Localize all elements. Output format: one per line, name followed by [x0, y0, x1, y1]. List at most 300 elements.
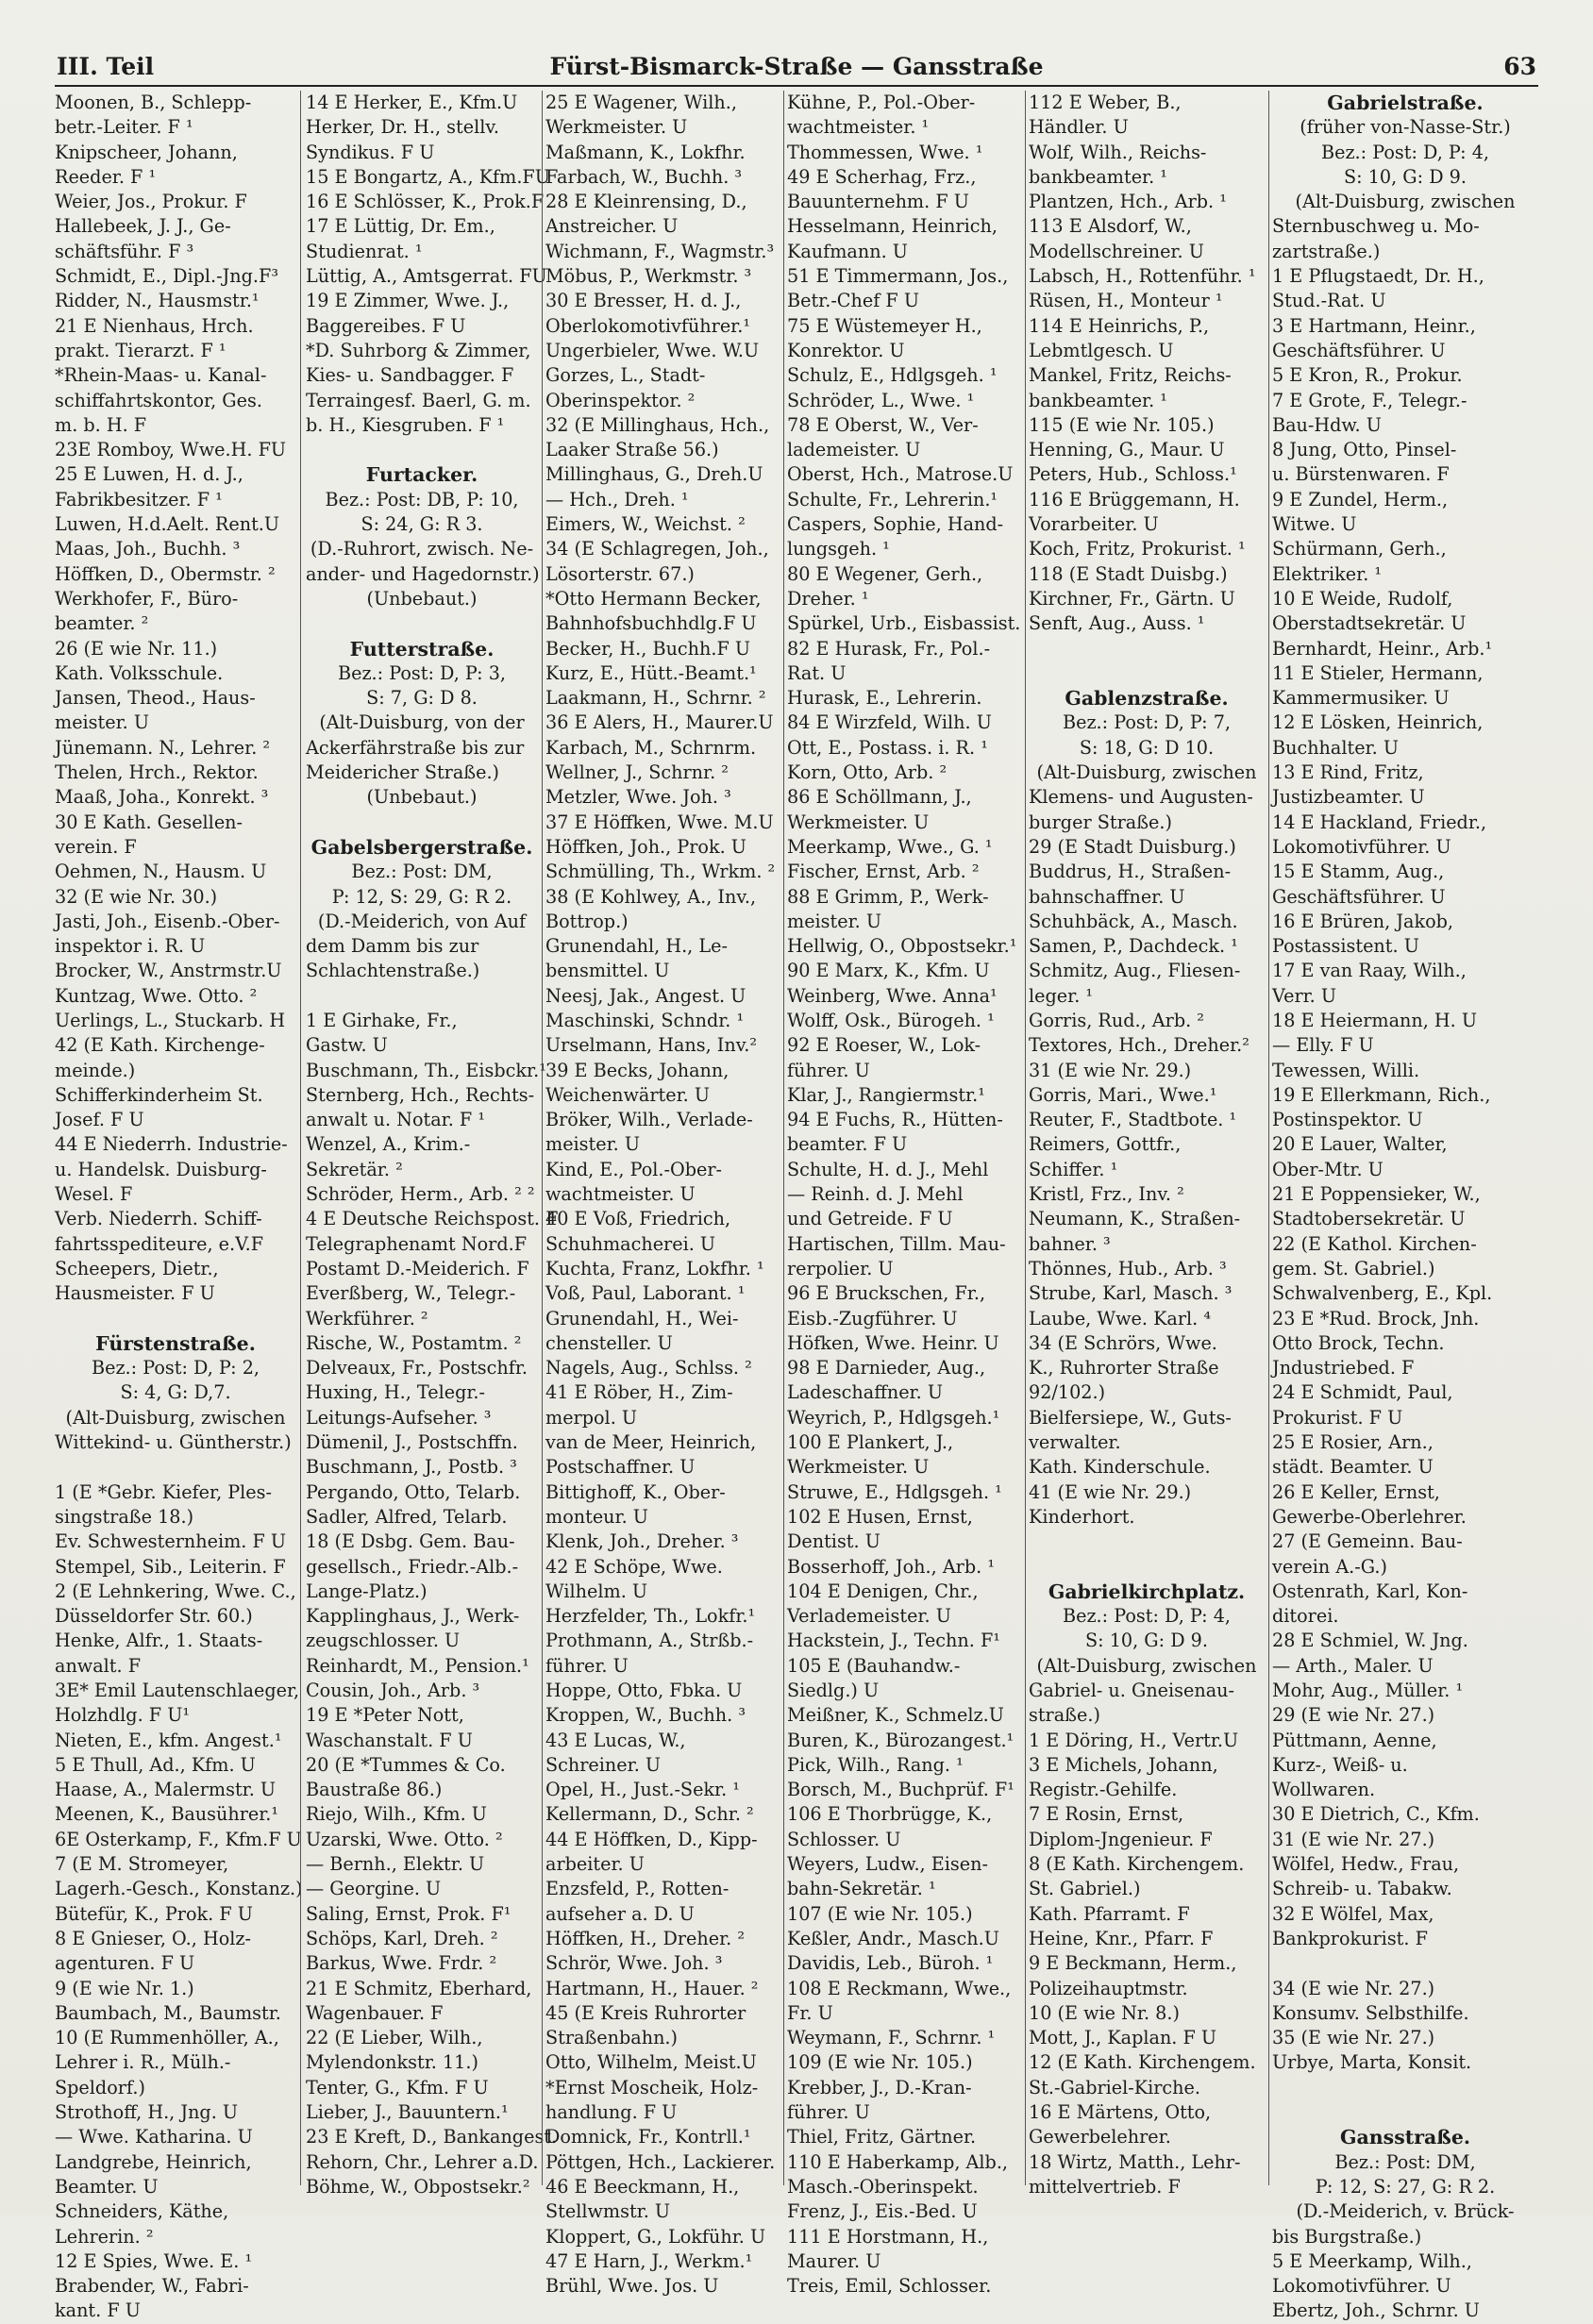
entry-line: b. H., Kiesgruben. F ¹	[306, 413, 505, 436]
entry-line: beamter. ²	[55, 612, 149, 635]
entry-line: mittelvertrieb. F	[1029, 2175, 1181, 2198]
entry-line: 46 E Beeckmann, H.,	[545, 2175, 740, 2198]
entry-line: 90 E Marx, K., Kfm. U	[787, 960, 990, 982]
entry-line: Weymann, F., Schrnr. ¹	[787, 2027, 996, 2049]
entry-line: Speldorf.)	[55, 2076, 145, 2098]
blank-line	[306, 611, 538, 636]
entry-line: Strothoff, H., Jng. U	[55, 2101, 239, 2124]
entry-line: Luwen, H.d.Aelt. Rent.U	[55, 513, 280, 536]
entry-line: Konrektor. U	[787, 339, 905, 361]
page-title: Fürst-Bismarck-Straße — Gansstraße	[549, 53, 1044, 80]
street-info-line: (Alt-Duisburg, zwischen	[1295, 191, 1516, 213]
entry-line: Ungerbieler, Wwe. W.U	[545, 339, 760, 361]
entry-line: Treis, Emil, Schlosser.	[787, 2275, 992, 2298]
entry-line: führer. U	[545, 1654, 629, 1677]
entry-line: Hartischen, Tillm. Mau-	[787, 1232, 1006, 1255]
entry-line: Kurz-, Weiß- u.	[1272, 1753, 1408, 1776]
entry-line: Voß, Paul, Laborant. ¹	[545, 1282, 746, 1305]
entry-line: u. Bürstenwaren. F	[1272, 463, 1450, 486]
entry-line: Hoppe, Otto, Fbka. U	[545, 1680, 743, 1701]
entry-line: Barkus, Wwe. Frdr. ²	[306, 1952, 497, 1975]
entry-line: schäftsführ. F ³	[55, 240, 194, 262]
entry-line: Wichmann, F., Wagmstr.³	[545, 240, 775, 262]
entry-line: 104 E Denigen, Chr.,	[787, 1580, 979, 1602]
entry-line: Wolf, Wilh., Reichs-	[1029, 141, 1207, 163]
entry-line: 21 E Poppensieker, W.,	[1272, 1183, 1481, 1206]
entry-line: meister. U	[55, 711, 150, 734]
entry-line: Grunendahl, H., Le-	[545, 935, 728, 958]
entry-line: arbeiter. U	[545, 1853, 645, 1876]
entry-line: 2 (E Lehnkering, Wwe. C.,	[55, 1580, 296, 1602]
entry-line: Brocker, W., Anstrmstr.U	[55, 960, 282, 982]
entry-line: Peters, Hub., Schloss.¹	[1029, 463, 1237, 486]
entry-line: Schröder, L., Wwe. ¹	[787, 389, 975, 411]
entry-line: St.-Gabriel-Kirche.	[1029, 2076, 1200, 2098]
entry-line: Weier, Jos., Prokur. F	[55, 191, 247, 213]
entry-line: kant. F U	[55, 2299, 141, 2322]
entry-line: Pergando, Otto, Telarb.	[306, 1480, 521, 1503]
entry-line: Syndikus. F U	[306, 141, 435, 163]
entry-line: Rat. U	[787, 661, 847, 684]
entry-line: merpol. U	[545, 1406, 638, 1429]
entry-line: Prokurist. F U	[1272, 1406, 1403, 1429]
entry-line: Gorris, Rud., Arb. ²	[1029, 1009, 1204, 1031]
entry-line: 1 E Döring, H., Vertr.U	[1029, 1729, 1239, 1751]
entry-line: Bernhardt, Heinr., Arb.¹	[1272, 637, 1493, 660]
entry-line: Reeder. F ¹	[55, 165, 157, 188]
entry-line: Hackstein, J., Techn. F¹	[787, 1630, 1000, 1652]
entry-line: Schuhmacherei. U	[545, 1232, 716, 1255]
entry-line: 16 E Schlösser, K., Prok.F	[306, 191, 545, 213]
entry-line: lungsgeh. ¹	[787, 538, 890, 560]
entry-line: Kristl, Frz., Inv. ²	[1029, 1183, 1184, 1206]
entry-line: 51 E Timmermann, Jos.,	[787, 265, 1009, 288]
entry-line: Koch, Fritz, Prokurist. ¹	[1029, 538, 1246, 560]
entry-line: Nieten, E., kfm. Angest.¹	[55, 1729, 282, 1751]
entry-line: Reimers, Gottfr.,	[1029, 1133, 1182, 1156]
entry-line: Bauunternehm. F U	[787, 191, 969, 213]
entry-line: 7 (E M. Stromeyer,	[55, 1853, 229, 1876]
entry-line: 12 (E Kath. Kirchengem.	[1029, 2051, 1256, 2074]
entry-line: 3 E Hartmann, Heinr.,	[1272, 314, 1476, 337]
entry-line: 22 (E Kathol. Kirchen-	[1272, 1232, 1477, 1255]
entry-line: Otto, Wilhelm, Meist.U	[545, 2051, 757, 2074]
entry-line: Thiel, Fritz, Gärtner.	[787, 2126, 977, 2148]
street-info-line: (Alt-Duisburg, zwischen	[65, 1406, 286, 1429]
entry-line: 29 (E Stadt Duisburg.)	[1029, 835, 1236, 858]
entry-line: 106 E Thorbrügge, K.,	[787, 1803, 993, 1826]
entry-line: Klemens- und Augusten-	[1029, 786, 1253, 809]
entry-line: Josef. F U	[55, 1109, 144, 1131]
entry-line: bankbeamter. ¹	[1029, 165, 1167, 188]
entry-line: Polizeihauptmstr.	[1029, 1977, 1188, 1999]
entry-line: 100 E Plankert, J.,	[787, 1431, 954, 1454]
entry-line: 39 E Becks, Johann,	[545, 1059, 729, 1081]
entry-line: Schulz, E., Hdlgsgeh. ¹	[787, 364, 998, 387]
entry-line: aufseher a. D. U	[545, 1902, 695, 1925]
entry-line: anwalt u. Notar. F ¹	[306, 1109, 486, 1131]
entry-line: 25 E Luwen, H. d. J.,	[55, 463, 243, 486]
entry-line: Bosserhoff, Joh., Arb. ¹	[787, 1555, 996, 1578]
entry-line: 31 (E wie Nr. 29.)	[1029, 1059, 1192, 1081]
entry-line: Schmitz, Aug., Fliesen-	[1029, 960, 1241, 982]
entry-line: Mohr, Aug., Müller. ¹	[1272, 1680, 1464, 1701]
street-heading: Gablenzstraße.	[1065, 687, 1229, 711]
entry-line: Scheepers, Dietr.,	[55, 1257, 219, 1279]
entry-line: Kath. Volksschule.	[55, 661, 224, 684]
entry-line: Meidericher Straße.)	[306, 761, 500, 784]
entry-line: Siedlg.) U	[787, 1680, 880, 1701]
entry-line: Stadtobersekretär. U	[1272, 1208, 1466, 1230]
entry-line: 12 E Spies, Wwe. E. ¹	[55, 2249, 253, 2272]
entry-line: Ostenrath, Karl, Kon-	[1272, 1580, 1468, 1602]
entry-line: Maas, Joh., Buchh. ³	[55, 538, 241, 560]
entry-line: Buchhalter. U	[1272, 736, 1399, 759]
entry-line: Bahnhofsbuchhdlg.F U	[545, 612, 757, 635]
entry-line: Saling, Ernst, Prok. F¹	[306, 1902, 511, 1925]
entry-line: Lebmtlgesch. U	[1029, 339, 1174, 361]
entry-line: Pick, Wilh., Rang. ¹	[787, 1753, 964, 1776]
column-divider	[1025, 91, 1026, 2185]
entry-line: Böhme, W., Obpostsekr.²	[306, 2175, 530, 2198]
entry-line: Schulte, Fr., Lehrerin.¹	[787, 488, 998, 510]
entry-line: 26 E Keller, Ernst,	[1272, 1480, 1440, 1503]
entry-line: 1 (E *Gebr. Kiefer, Ples-	[55, 1480, 272, 1503]
entry-line: gesellsch., Friedr.-Alb.-	[306, 1555, 519, 1578]
entry-line: 42 (E Kath. Kirchenge-	[55, 1034, 265, 1057]
entry-line: 118 (E Stadt Duisbg.)	[1029, 562, 1228, 585]
entry-line: van de Meer, Heinrich,	[545, 1431, 757, 1454]
entry-line: 86 E Schöllmann, J.,	[787, 786, 972, 809]
entry-line: Reuter, F., Stadtbote. ¹	[1029, 1109, 1237, 1131]
entry-line: 6E Osterkamp, F., Kfm.F U	[55, 1828, 302, 1850]
entry-line: — Reinh. d. J. Mehl	[787, 1183, 964, 1206]
entry-line: Huxing, H., Telegr.-	[306, 1381, 485, 1404]
entry-line: 23E Romboy, Wwe.H. FU	[55, 439, 287, 461]
entry-line: Gastw. U	[306, 1034, 388, 1057]
entry-line: 47 E Harn, J., Werkm.¹	[545, 2249, 753, 2272]
entry-line: 8 E Gnieser, O., Holz-	[55, 1927, 251, 1949]
entry-line: 30 E Bresser, H. d. J.,	[545, 290, 742, 312]
street-info-line: S: 24, G: R 3.	[361, 513, 483, 536]
entry-line: Bittighoff, K., Ober-	[545, 1480, 726, 1503]
entry-line: Terraingesf. Baerl, G. m.	[306, 389, 531, 411]
entry-line: Postassistent. U	[1272, 935, 1419, 958]
entry-line: 1 E Pflugstaedt, Dr. H.,	[1272, 265, 1484, 288]
entry-line: Gewerbe-Oberlehrer.	[1272, 1505, 1467, 1528]
entry-line: singstraße 18.)	[55, 1505, 194, 1528]
entry-line: Otto Brock, Techn.	[1272, 1331, 1445, 1354]
entry-line: 10 E Weide, Rudolf,	[1272, 587, 1453, 610]
street-info-line: (Unbebaut.)	[366, 587, 478, 610]
entry-line: Mott, J., Kaplan. F U	[1029, 2027, 1217, 2049]
entry-line: Cousin, Joh., Arb. ³	[306, 1680, 480, 1701]
entry-line: Frenz, J., Eis.-Bed. U	[787, 2200, 978, 2223]
entry-line: 22 (E Lieber, Wilh.,	[306, 2027, 483, 2049]
entry-line: 38 (E Kohlwey, A., Inv.,	[545, 885, 757, 908]
entry-line: Schneiders, Käthe,	[55, 2200, 229, 2223]
entry-line: 25 E Rosier, Arn.,	[1272, 1431, 1434, 1454]
blank-line	[1029, 637, 1265, 661]
entry-line: Brühl, Wwe. Jos. U	[545, 2275, 719, 2298]
entry-line: Wolff, Osk., Bürogeh. ¹	[787, 1009, 995, 1031]
entry-line: Caspers, Sophie, Hand-	[787, 513, 1004, 536]
entry-line: 115 (E wie Nr. 105.)	[1029, 413, 1215, 436]
entry-line: 21 E Nienhaus, Hrch.	[55, 314, 254, 337]
street-info-line: Bez.: Post: D, P: 2,	[91, 1357, 260, 1379]
entry-line: Nagels, Aug., Schlss. ²	[545, 1357, 752, 1379]
entry-line: Werkführer. ²	[306, 1307, 428, 1329]
entry-line: fahrtsspediteure, e.V.F	[55, 1232, 264, 1255]
entry-line: Kurz, E., Hütt.-Beamt.¹	[545, 661, 757, 684]
entry-line: Postamt D.-Meiderich. F	[306, 1257, 529, 1279]
entry-line: 14 E Hackland, Friedr.,	[1272, 811, 1487, 833]
entry-line: Strube, Karl, Masch. ³	[1029, 1282, 1232, 1305]
entry-line: 9 E Zundel, Herm.,	[1272, 488, 1449, 510]
entry-line: Prothmann, A., Strßb.-	[545, 1630, 754, 1652]
entry-line: Witwe. U	[1272, 513, 1357, 536]
entry-line: 5 E Meerkamp, Wilh.,	[1272, 2249, 1472, 2272]
street-heading: Gansstraße.	[1339, 2126, 1471, 2149]
part-label: III. Teil	[57, 53, 155, 80]
entry-line: ander- und Hagedornstr.)	[306, 562, 540, 585]
entry-line: führer. U	[787, 2101, 870, 2124]
entry-line: Jasti, Joh., Eisenb.-Ober-	[55, 910, 280, 932]
entry-line: Kaufmann. U	[787, 240, 908, 262]
entry-line: inspektor i. R. U	[55, 935, 206, 958]
entry-line: 32 (E Millinghaus, Hch.,	[545, 413, 770, 436]
entry-line: bahn-Sekretär. ¹	[787, 1878, 936, 1900]
entry-line: Korn, Otto, Arb. ²	[787, 761, 947, 784]
entry-line: Reinhardt, M., Pension.¹	[306, 1654, 529, 1677]
entry-line: Weinberg, Wwe. Anna¹	[787, 984, 998, 1007]
entry-line: Meerkamp, Wwe., G. ¹	[787, 835, 993, 858]
entry-line: chensteller. U	[545, 1331, 673, 1354]
entry-line: 12 E Lösken, Heinrich,	[1272, 711, 1484, 734]
entry-line: 23 E Kreft, D., Bankangest.	[306, 2126, 558, 2148]
entry-line: Vorarbeiter. U	[1029, 513, 1159, 536]
street-heading: Gabrielkirchplatz.	[1048, 1580, 1246, 1603]
street-info-line: Bez.: Post: D, P: 7,	[1062, 711, 1232, 734]
entry-line: Maurer. U	[787, 2249, 881, 2272]
entry-line: Hausmeister. F U	[55, 1282, 215, 1305]
entry-line: Becker, H., Buchh.F U	[545, 637, 751, 660]
entry-line: Registr.-Gehilfe.	[1029, 1779, 1178, 1801]
entry-line: 34 (E Schlagregen, Joh.,	[545, 538, 769, 560]
entry-line: 3E* Emil Lautenschlaeger,	[55, 1680, 300, 1701]
entry-line: 80 E Wegener, Gerh.,	[787, 562, 983, 585]
entry-line: Delveaux, Fr., Postschfr.	[306, 1357, 528, 1379]
entry-line: Tewessen, Willi.	[1272, 1059, 1420, 1081]
entry-line: Moonen, B., Schlepp-	[55, 92, 252, 113]
street-info-line: S: 4, G: D,7.	[120, 1381, 231, 1404]
entry-line: verein. F	[55, 835, 137, 858]
entry-line: 41 E Röber, H., Zim-	[545, 1381, 733, 1404]
entry-line: Wellner, J., Schrnr. ²	[545, 761, 729, 784]
entry-line: Maaß, Joha., Konrekt. ³	[55, 786, 269, 809]
entry-line: Laakmann, H., Schrnr. ²	[545, 687, 766, 710]
entry-line: Postschaffner. U	[545, 1456, 696, 1479]
entry-line: 102 E Husen, Ernst,	[787, 1505, 973, 1528]
entry-line: Ev. Schwesternheim. F U	[55, 1530, 287, 1553]
entry-line: Laube, Wwe. Karl. ⁴	[1029, 1307, 1212, 1329]
blank-line	[55, 1307, 296, 1331]
entry-line: Lokomotivführer. U	[1272, 2275, 1451, 2298]
entry-line: Baustraße 86.)	[306, 1779, 443, 1801]
blank-line	[1272, 2076, 1538, 2100]
entry-line: Klar, J., Rangiermstr.¹	[787, 1083, 985, 1106]
entry-line: Wölfel, Hedw., Frau,	[1272, 1853, 1460, 1876]
entry-line: Hurask, E., Lehrerin.	[787, 687, 982, 710]
entry-line: Sadler, Alfred, Telarb.	[306, 1505, 508, 1528]
entry-line: 10 (E Rummenhöller, A.,	[55, 2027, 279, 2049]
entry-line: Ladeschaffner. U	[787, 1381, 943, 1404]
blank-line	[1272, 2100, 1538, 2125]
entry-line: Schröder, Herm., Arb. ² ²	[306, 1183, 535, 1206]
entry-line: 23 E *Rud. Brock, Jnh.	[1272, 1307, 1480, 1329]
entry-line: 40 E Voß, Friedrich,	[545, 1208, 731, 1230]
street-info-line: Bez.: Post: DM,	[1334, 2150, 1476, 2173]
entry-line: Verb. Niederrh. Schiff-	[55, 1208, 262, 1230]
street-info-line: (Alt-Duisburg, zwischen	[1036, 1654, 1257, 1677]
entry-line: Opel, H., Just.-Sekr. ¹	[545, 1779, 741, 1801]
entry-line: Wittekind- u. Güntherstr.)	[55, 1431, 292, 1454]
entry-line: 7 E Grote, F., Telegr.-	[1272, 389, 1467, 411]
entry-line: Buschmann, Th., Eisbckr.¹	[306, 1059, 546, 1081]
entry-line: Kloppert, G., Lokführ. U	[545, 2225, 766, 2248]
entry-line: Dreher. ¹	[787, 587, 869, 610]
entry-line: Farbach, W., Buchh. ³	[545, 165, 743, 188]
entry-line: Bankprokurist. F	[1272, 1927, 1428, 1949]
entry-line: Everßberg, W., Telegr.-	[306, 1282, 516, 1305]
entry-line: Buren, K., Bürozangest.¹	[787, 1729, 1014, 1751]
entry-line: Kuchta, Franz, Lokfhr. ¹	[545, 1257, 764, 1279]
entry-line: 1 E Girhake, Fr.,	[306, 1009, 458, 1031]
entry-line: Neumann, K., Straßen-	[1029, 1208, 1241, 1230]
entry-line: Höffken, H., Dreher. ²	[545, 1927, 746, 1949]
entry-line: *Ernst Moscheik, Holz-	[545, 2076, 759, 2098]
entry-line: Lange-Platz.)	[306, 1580, 428, 1602]
entry-line: Gorris, Mari., Wwe.¹	[1029, 1083, 1217, 1106]
entry-line: *Otto Hermann Becker,	[545, 587, 762, 610]
entry-line: beamter. F U	[787, 1133, 908, 1156]
entry-line: Düsseldorfer Str. 60.)	[55, 1605, 253, 1628]
entry-line: lademeister. U	[787, 439, 921, 461]
entry-line: Schuhbäck, A., Masch.	[1029, 910, 1238, 932]
entry-line: Hartmann, H., Hauer. ²	[545, 1977, 759, 1999]
entry-line: 110 E Haberkamp, Alb.,	[787, 2150, 1009, 2173]
entry-line: 109 (E wie Nr. 105.)	[787, 2051, 973, 2074]
entry-line: 4 E Deutsche Reichspost. F	[306, 1208, 559, 1230]
entry-line: Stud.-Rat. U	[1272, 290, 1386, 312]
entry-line: — Hch., Dreh. ¹	[545, 488, 689, 510]
entry-line: St. Gabriel.)	[1029, 1878, 1141, 1900]
entry-line: Oehmen, N., Hausm. U	[55, 861, 267, 883]
entry-line: Kapplinghaus, J., Werk-	[306, 1605, 520, 1628]
entry-line: 75 E Wüstemeyer H.,	[787, 314, 982, 337]
blank-line	[1029, 661, 1265, 686]
street-info-line: (D.-Meiderich, von Auf	[317, 910, 527, 932]
entry-line: Wenzel, A., Krim.-	[306, 1133, 471, 1156]
entry-line: Baumbach, M., Baumstr.	[55, 2001, 281, 2024]
street-info-line: Bez.: Post: DB, P: 10,	[325, 488, 519, 510]
entry-line: zartstraße.)	[1272, 240, 1381, 262]
entry-line: Landgrebe, Heinrich,	[55, 2150, 252, 2173]
entry-line: Wagenbauer. F	[306, 2001, 444, 2024]
entry-line: 29 (E wie Nr. 27.)	[1272, 1704, 1435, 1727]
entry-line: monteur. U	[545, 1505, 648, 1528]
entry-line: Laaker Straße 56.)	[545, 439, 719, 461]
entry-line: Eisb.-Zugführer. U	[787, 1307, 958, 1329]
entry-line: 16 E Brüren, Jakob,	[1272, 910, 1454, 932]
entry-line: agenturen. F U	[55, 1952, 195, 1975]
entry-line: 15 E Bongartz, A., Kfm.FU	[306, 165, 550, 188]
entry-line: 19 E *Peter Nott,	[306, 1704, 464, 1727]
entry-line: Dümenil, J., Postschffn.	[306, 1431, 518, 1454]
entry-line: 26 (E wie Nr. 11.)	[55, 637, 218, 660]
entry-line: ditorei.	[1272, 1605, 1339, 1628]
entry-line: 107 (E wie Nr. 105.)	[787, 1902, 973, 1925]
entry-line: rerpolier. U	[787, 1257, 894, 1279]
entry-line: 82 E Hurask, Fr., Pol.-	[787, 637, 991, 660]
blank-line	[306, 984, 538, 1009]
entry-line: Textores, Hch., Dreher.²	[1029, 1034, 1249, 1057]
street-info-line: (D.-Ruhrort, zwisch. Ne-	[310, 538, 534, 560]
entry-line: Millinghaus, G., Dreh.U	[545, 463, 763, 486]
entry-line: 14 E Herker, E., Kfm.U	[306, 92, 518, 113]
entry-line: — Georgine. U	[306, 1878, 442, 1900]
entry-line: Dentist. U	[787, 1530, 880, 1553]
entry-line: Urselmann, Hans, Inv.²	[545, 1034, 758, 1057]
entry-line: Tenter, G., Kfm. F U	[306, 2076, 489, 2098]
entry-line: Urbye, Marta, Konsit.	[1272, 2051, 1472, 2074]
entry-line: Hellwig, O., Obpostsekr.¹	[787, 935, 1017, 958]
entry-line: 8 (E Kath. Kirchengem.	[1029, 1853, 1245, 1876]
street-info-line: Bez.: Post: D, P: 3,	[337, 661, 507, 684]
entry-line: *D. Suhrborg & Zimmer,	[306, 339, 531, 361]
entry-line: Neesj, Jak., Angest. U	[545, 984, 746, 1007]
entry-line: Borsch, M., Buchprüf. F¹	[787, 1779, 1014, 1801]
entry-line: 10 (E wie Nr. 8.)	[1029, 2001, 1180, 2024]
entry-line: Höffken, Joh., Prok. U	[545, 835, 746, 858]
entry-line: 3 E Michels, Johann,	[1029, 1753, 1218, 1776]
entry-line: Kellermann, D., Schr. ²	[545, 1803, 754, 1826]
entry-line: 44 E Niederrh. Industrie-	[55, 1133, 288, 1156]
street-info-line: P: 12, S: 29, G: R 2.	[331, 885, 512, 908]
entry-line: 43 E Lucas, W.,	[545, 1729, 686, 1751]
entry-line: 18 Wirtz, Matth., Lehr-	[1029, 2150, 1241, 2173]
column-2	[306, 91, 559, 2198]
entry-line: Waschanstalt. F U	[306, 1729, 473, 1751]
page-header	[55, 47, 1538, 87]
street-info-line: Bez.: Post: D, P: 4,	[1320, 141, 1490, 163]
entry-line: Buschmann, J., Postb. ³	[306, 1456, 517, 1479]
entry-line: Rüsen, H., Monteur ¹	[1029, 290, 1223, 312]
entry-line: Bütefür, K., Prok. F U	[55, 1902, 253, 1925]
entry-line: Maßmann, K., Lokfhr.	[545, 141, 746, 163]
entry-line: Verlademeister. U	[787, 1605, 951, 1628]
entry-line: Lagerh.-Gesch., Konstanz.)	[55, 1878, 303, 1900]
entry-line: Eimers, W., Weichst. ²	[545, 513, 746, 536]
entry-line: 32 E Wölfel, Max,	[1272, 1902, 1434, 1925]
entry-line: 45 (E Kreis Ruhrorter	[545, 2001, 746, 2024]
entry-line: Höfken, Wwe. Heinr. U	[787, 1331, 999, 1354]
entry-line: Händler. U	[1029, 116, 1129, 139]
entry-line: Labsch, H., Rottenführ. ¹	[1029, 265, 1256, 288]
entry-line: 24 E Schmidt, Paul,	[1272, 1381, 1453, 1404]
entry-line: Oberlokomotivführer.¹	[545, 314, 751, 337]
blank-line	[1272, 1951, 1538, 1976]
